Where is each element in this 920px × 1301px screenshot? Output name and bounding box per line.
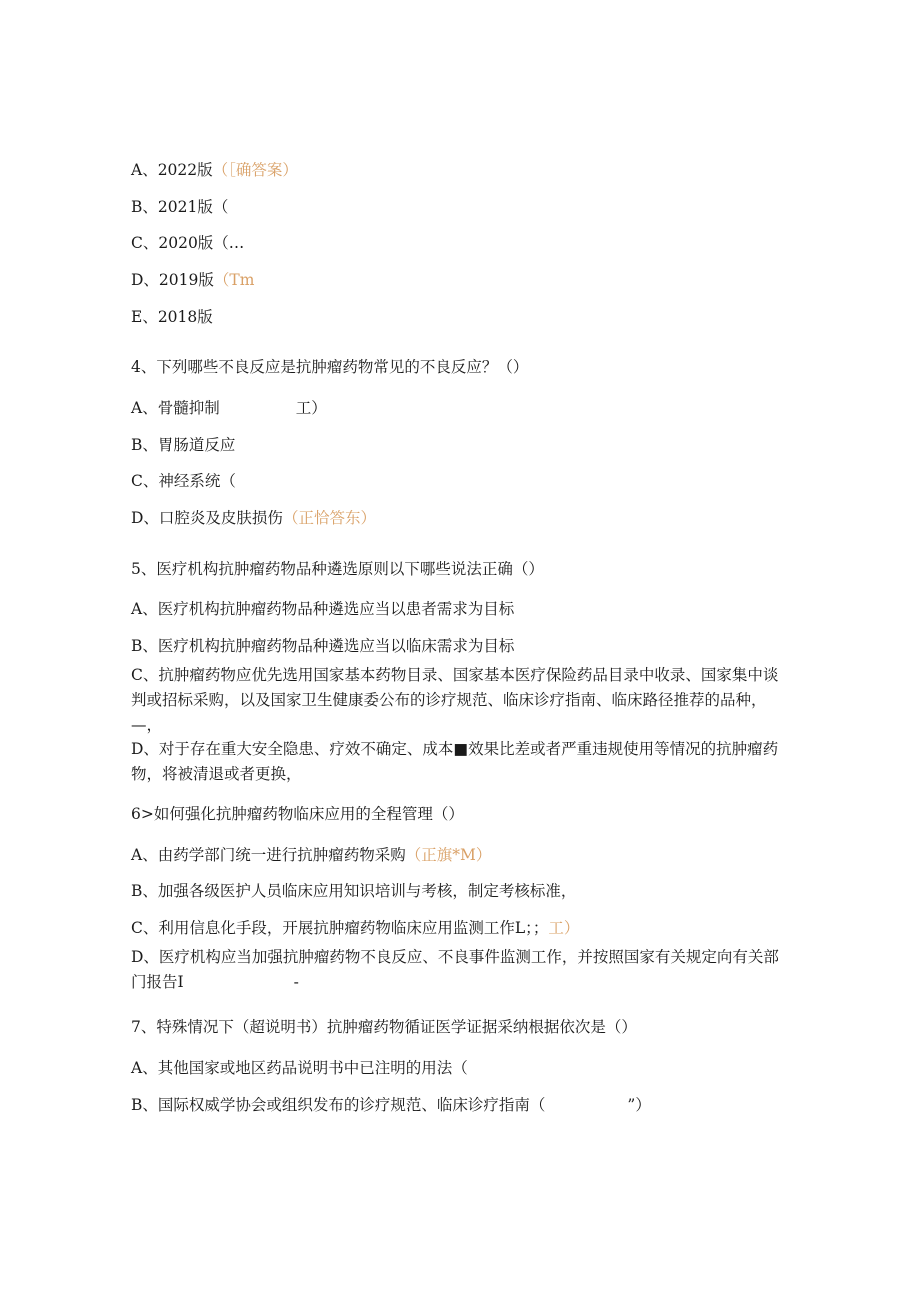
q3-option-d: [131, 268, 781, 293]
q3-option-e: [131, 305, 781, 330]
q6-option-c: [131, 916, 781, 941]
q3-option-b: [131, 195, 781, 220]
q7-option-a: [131, 1056, 781, 1081]
q4-option-a: [131, 396, 781, 421]
q5-question: [131, 557, 781, 582]
option-text: A、由药学部门统一进行抗肿瘤药物采购: [131, 846, 406, 864]
option-tail: ”）: [627, 1096, 651, 1114]
option-text: A、医疗机构抗肿瘤药物品种遴选应当以患者需求为目标: [131, 600, 515, 618]
option-text: D、医疗机构应当加强抗肿瘤药物不良反应、不良事件监测工作，并按照国家有关规定向有关部门报告I: [131, 948, 779, 991]
q5-option-a: [131, 597, 781, 622]
answer-mark: （正旗*M）: [405, 846, 492, 864]
option-text: A、其他国家或地区药品说明书中已注明的用法（: [131, 1059, 468, 1077]
q6-option-a: [131, 843, 781, 868]
q5-option-b: [131, 634, 781, 659]
question-text: 4、下列哪些不良反应是抗肿瘤药物常见的不良反应？（）: [131, 358, 529, 376]
q7-question: [131, 1015, 781, 1040]
answer-mark: （正恰答东）: [282, 509, 376, 527]
option-text: C、抗肿瘤药物应优先选用国家基本药物目录、国家基本医疗保险药品目录中收录、国家集中谈判或招标采购，以及国家卫生健康委公布的诊疗规范、临床诊疗指南、临床路径推荐的品种，—，: [131, 666, 779, 734]
q6-question: [131, 802, 781, 827]
q4-question: [131, 355, 781, 380]
option-tail: -: [293, 973, 299, 991]
option-text: B、医疗机构抗肿瘤药物品种遴选应当以临床需求为目标: [131, 637, 515, 655]
question-text: 6>如何强化抗肿瘤药物临床应用的全程管理（）: [131, 805, 464, 823]
option-text: C、利用信息化手段，开展抗肿瘤药物临床应用监测工作L；；: [131, 919, 549, 937]
option-text: A、骨髓抑制: [131, 399, 220, 417]
option-text: D、2019版: [131, 271, 214, 289]
q4-option-b: [131, 433, 781, 458]
option-text: B、加强各级医护人员临床应用知识培训与考核，制定考核标准，: [131, 882, 577, 900]
option-text: D、口腔炎及皮肤损伤: [131, 509, 283, 527]
option-text: B、2021版（: [131, 198, 229, 216]
option-text: E、2018版: [131, 308, 213, 326]
option-text: C、2020版（…: [131, 234, 245, 252]
q3-option-a: [131, 158, 781, 183]
q5-option-c: [131, 663, 781, 738]
question-text: 5、医疗机构抗肿瘤药物品种遴选原则以下哪些说法正确（）: [131, 560, 544, 578]
option-text: B、国际权威学协会或组织发布的诊疗规范、临床诊疗指南（: [131, 1096, 546, 1114]
answer-mark: （［确答案）: [212, 161, 298, 179]
question-text: 7、特殊情况下（超说明书）抗肿瘤药物循证医学证据采纳根据依次是（）: [131, 1018, 637, 1036]
option-text: B、胃肠道反应: [131, 436, 236, 454]
q6-option-b: [131, 879, 781, 904]
q4-option-c: [131, 469, 781, 494]
answer-mark: 工）: [548, 919, 580, 937]
option-text: A、2022版: [131, 161, 213, 179]
option-text: C、神经系统（: [131, 472, 236, 490]
q5-option-d: [131, 737, 781, 787]
q3-option-c: [131, 231, 781, 256]
q7-option-b: [131, 1093, 781, 1118]
q6-option-d: [131, 945, 781, 995]
answer-mark: （Tm: [213, 271, 255, 289]
option-text: D、对于存在重大安全隐患、疗效不确定、成本■效果比差或者严重违规使用等情况的抗肿瘤药物，将被清退或者更换，: [131, 740, 779, 783]
option-tail: 工）: [295, 399, 327, 417]
q4-option-d: [131, 506, 781, 531]
